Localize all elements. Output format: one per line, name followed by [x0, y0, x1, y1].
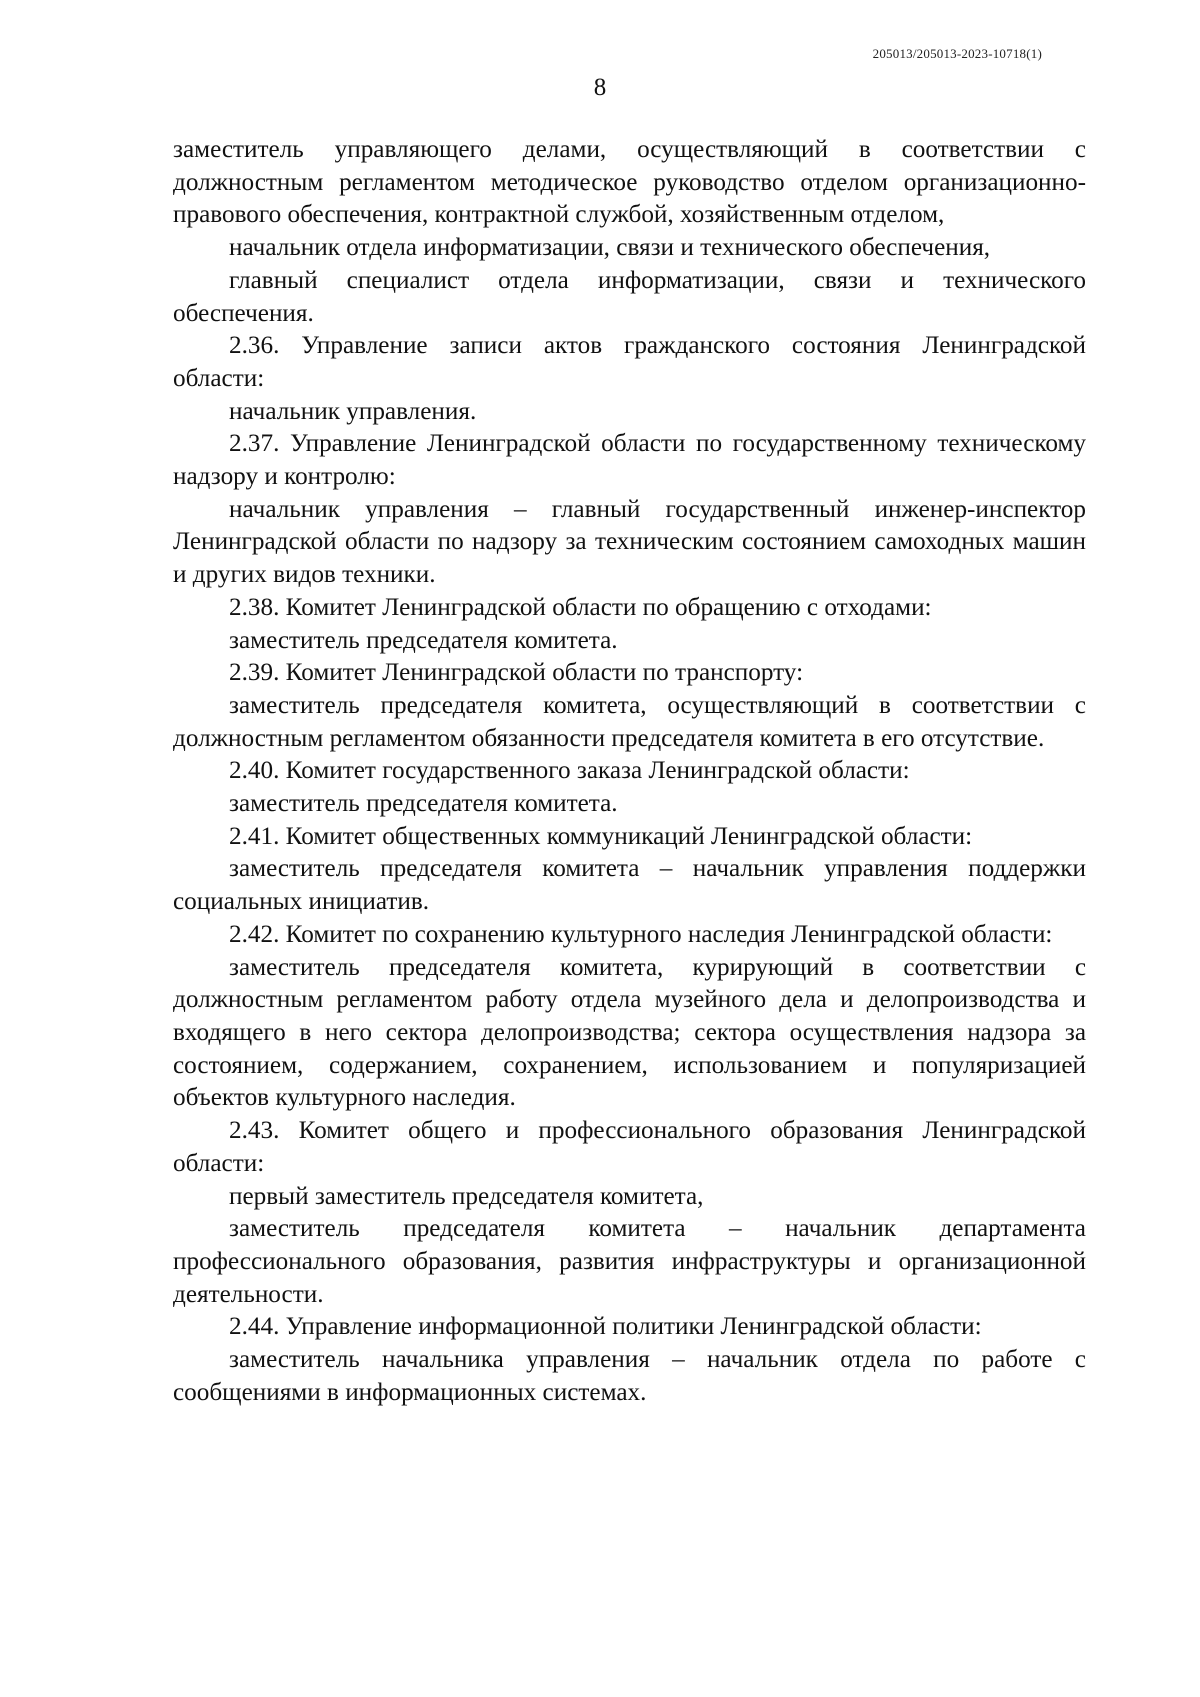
paragraph: заместитель председателя комитета. — [229, 626, 618, 654]
paragraph: начальник отдела информатизации, связи и технического обеспечения, — [229, 234, 991, 262]
paragraph: заместитель начальника управления – начальник отдела по работе с сообщениями в информационных системах. — [173, 1346, 1086, 1406]
section-heading: 2.41. Комитет общественных коммуникаций Ленинградской области: — [229, 822, 973, 850]
paragraph: заместитель председателя комитета, курирующий в соответствии с должностным регламентом работу отдела музейного дела и делопроизводства и входящего в него сектора делопроизводства; сектора осуществления надзора за состоянием, содержанием, сохранением, использованием и популяризацией объектов культурного наследия. — [173, 953, 1086, 1112]
section-heading: 2.42. Комитет по сохранению культурного наследия Ленинградской области: — [229, 920, 1053, 948]
paragraph: начальник управления – главный государственный инженер-инспектор Ленинградской области по надзору за техническим состоянием самоходных машин и других видов техники. — [173, 495, 1086, 589]
section-heading: 2.44. Управление информационной политики Ленинградской области: — [229, 1313, 982, 1341]
section-heading: 2.43. Комитет общего и профессионального образования Ленинградской области: — [173, 1117, 1086, 1177]
section-heading: 2.39. Комитет Ленинградской области по транспорту: — [229, 659, 804, 687]
page-number: 8 — [593, 74, 607, 101]
section-heading: 2.36. Управление записи актов гражданского состояния Ленинградской области: — [173, 332, 1086, 392]
paragraph: первый заместитель председателя комитета, — [229, 1182, 704, 1210]
section-heading: 2.38. Комитет Ленинградской области по обращению с отходами: — [229, 593, 932, 621]
paragraph: заместитель управляющего делами, осуществляющий в соответствии с должностным регламентом методическое руководство отделом организационно-правового обеспечения, контрактной службой, хозяйственным отделом, — [173, 136, 1086, 229]
paragraph: заместитель председателя комитета – начальник департамента профессионального образования, развития инфраструктуры и организационной деятельности. — [173, 1215, 1086, 1308]
paragraph: заместитель председателя комитета, осуществляющий в соответствии с должностным регламентом обязанности председателя комитета в его отсутствие. — [173, 691, 1086, 752]
paragraph: начальник управления. — [229, 397, 477, 425]
paragraph: главный специалист отдела информатизации, связи и технического обеспечения. — [173, 266, 1086, 327]
document-id: 205013/205013-2023-10718(1) — [872, 46, 1042, 61]
document-body — [173, 134, 1086, 1409]
section-heading: 2.40. Комитет государственного заказа Ленинградской области: — [229, 757, 910, 785]
paragraph: заместитель председателя комитета – начальник управления поддержки социальных инициатив. — [173, 855, 1086, 916]
paragraph: заместитель председателя комитета. — [229, 790, 618, 818]
section-heading: 2.37. Управление Ленинградской области по государственному техническому надзору и контролю: — [173, 430, 1086, 491]
